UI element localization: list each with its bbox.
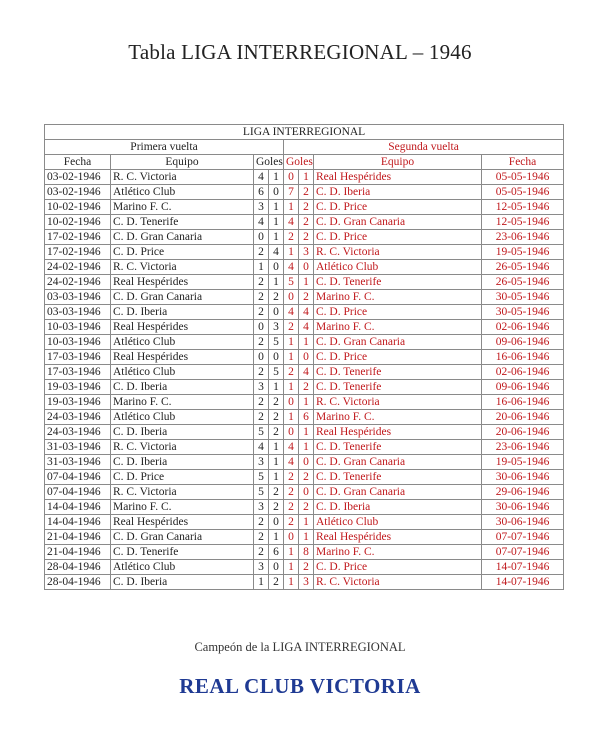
table-row (45, 410, 564, 425)
home-team-first: Real Hespérides (111, 515, 254, 530)
team-second: C. D. Price (314, 350, 482, 365)
home-team-first: Marino F. C. (111, 200, 254, 215)
goals-first-b: 2 (269, 500, 284, 515)
home-team-first: C. D. Price (111, 470, 254, 485)
goals-second-b: 2 (299, 200, 314, 215)
team-second: C. D. Tenerife (314, 365, 482, 380)
match-date-first: 21-04-1946 (45, 545, 111, 560)
team-second: Real Hespérides (314, 425, 482, 440)
date-column-header-second: Fecha (482, 155, 564, 170)
goals-second-a: 1 (284, 410, 299, 425)
goals-second-a: 4 (284, 455, 299, 470)
goals-first-b: 2 (269, 395, 284, 410)
match-date-second: 05-05-1946 (482, 170, 564, 185)
match-date-second: 12-05-1946 (482, 215, 564, 230)
match-date-first: 07-04-1946 (45, 485, 111, 500)
home-team-first: C. D. Iberia (111, 455, 254, 470)
home-team-first: R. C. Victoria (111, 260, 254, 275)
match-date-second: 12-05-1946 (482, 200, 564, 215)
goals-second-a: 1 (284, 335, 299, 350)
match-date-first: 17-02-1946 (45, 230, 111, 245)
table-row (45, 470, 564, 485)
goals-second-a: 1 (284, 200, 299, 215)
match-date-first: 14-04-1946 (45, 500, 111, 515)
home-team-first: Real Hespérides (111, 275, 254, 290)
home-team-first: C. D. Iberia (111, 425, 254, 440)
match-date-first: 24-03-1946 (45, 410, 111, 425)
team-second: Marino F. C. (314, 290, 482, 305)
goals-first-b: 5 (269, 365, 284, 380)
home-team-first: Atlético Club (111, 365, 254, 380)
goals-first-b: 1 (269, 200, 284, 215)
goals-second-b: 2 (299, 185, 314, 200)
match-date-first: 03-03-1946 (45, 305, 111, 320)
goals-first-b: 0 (269, 350, 284, 365)
match-date-first: 03-02-1946 (45, 170, 111, 185)
match-date-first: 28-04-1946 (45, 560, 111, 575)
team-second: C. D. Price (314, 305, 482, 320)
team-second: C. D. Gran Canaria (314, 215, 482, 230)
team-column-header-second: Equipo (314, 155, 482, 170)
goals-second-b: 4 (299, 305, 314, 320)
match-date-first: 19-03-1946 (45, 380, 111, 395)
match-date-first: 10-03-1946 (45, 320, 111, 335)
goals-first-a: 2 (254, 305, 269, 320)
home-team-first: C. D. Iberia (111, 305, 254, 320)
goals-second-a: 4 (284, 305, 299, 320)
goals-first-b: 0 (269, 515, 284, 530)
table-row (45, 290, 564, 305)
match-date-second: 16-06-1946 (482, 395, 564, 410)
team-second: Marino F. C. (314, 545, 482, 560)
table-row (45, 335, 564, 350)
home-team-first: C. D. Iberia (111, 380, 254, 395)
team-second: R. C. Victoria (314, 395, 482, 410)
home-team-first: Atlético Club (111, 410, 254, 425)
goals-first-b: 1 (269, 215, 284, 230)
goals-second-b: 1 (299, 425, 314, 440)
goals-second-b: 2 (299, 215, 314, 230)
goals-second-a: 0 (284, 425, 299, 440)
goals-first-a: 2 (254, 395, 269, 410)
goals-second-b: 2 (299, 470, 314, 485)
goals-second-b: 1 (299, 170, 314, 185)
goals-first-b: 5 (269, 335, 284, 350)
second-leg-header: Segunda vuelta (284, 140, 564, 155)
home-team-first: Marino F. C. (111, 395, 254, 410)
match-date-second: 14-07-1946 (482, 560, 564, 575)
goals-second-b: 2 (299, 290, 314, 305)
match-date-first: 24-03-1946 (45, 425, 111, 440)
team-second: C. D. Tenerife (314, 380, 482, 395)
team-second: Atlético Club (314, 260, 482, 275)
table-row (45, 365, 564, 380)
goals-second-a: 4 (284, 215, 299, 230)
table-row (45, 440, 564, 455)
match-date-first: 10-02-1946 (45, 200, 111, 215)
match-date-second: 09-06-1946 (482, 380, 564, 395)
goals-second-b: 2 (299, 380, 314, 395)
goals-column-header-second: Goles (284, 155, 314, 170)
goals-second-a: 4 (284, 440, 299, 455)
goals-first-b: 1 (269, 230, 284, 245)
goals-first-a: 0 (254, 350, 269, 365)
team-second: Real Hespérides (314, 530, 482, 545)
table-row (45, 185, 564, 200)
team-second: Marino F. C. (314, 410, 482, 425)
goals-first-a: 4 (254, 215, 269, 230)
match-date-first: 17-02-1946 (45, 245, 111, 260)
goals-second-b: 1 (299, 335, 314, 350)
match-date-second: 07-07-1946 (482, 545, 564, 560)
goals-first-b: 2 (269, 425, 284, 440)
table-row (45, 425, 564, 440)
goals-second-a: 2 (284, 320, 299, 335)
goals-first-b: 6 (269, 545, 284, 560)
match-date-second: 30-05-1946 (482, 305, 564, 320)
goals-second-a: 5 (284, 275, 299, 290)
home-team-first: R. C. Victoria (111, 485, 254, 500)
table-row (45, 515, 564, 530)
goals-first-a: 3 (254, 455, 269, 470)
table-row (45, 560, 564, 575)
goals-first-b: 3 (269, 320, 284, 335)
goals-second-b: 0 (299, 485, 314, 500)
home-team-first: R. C. Victoria (111, 440, 254, 455)
goals-first-a: 1 (254, 260, 269, 275)
match-date-first: 17-03-1946 (45, 350, 111, 365)
home-team-first: C. D. Iberia (111, 575, 254, 590)
league-name: LIGA INTERREGIONAL (45, 125, 564, 140)
goals-first-b: 2 (269, 290, 284, 305)
table-row (45, 380, 564, 395)
goals-second-a: 1 (284, 245, 299, 260)
match-date-first: 19-03-1946 (45, 395, 111, 410)
match-date-second: 30-06-1946 (482, 515, 564, 530)
team-second: C. D. Price (314, 200, 482, 215)
match-date-second: 07-07-1946 (482, 530, 564, 545)
table-row (45, 200, 564, 215)
goals-second-a: 0 (284, 290, 299, 305)
match-date-second: 16-06-1946 (482, 350, 564, 365)
match-date-second: 20-06-1946 (482, 410, 564, 425)
goals-first-b: 1 (269, 380, 284, 395)
goals-first-a: 5 (254, 425, 269, 440)
home-team-first: C. D. Tenerife (111, 215, 254, 230)
match-date-first: 10-02-1946 (45, 215, 111, 230)
team-second: C. D. Gran Canaria (314, 485, 482, 500)
team-second: C. D. Price (314, 560, 482, 575)
table-row (45, 530, 564, 545)
table-row (45, 230, 564, 245)
table-row (45, 575, 564, 590)
match-date-first: 03-02-1946 (45, 185, 111, 200)
match-date-second: 09-06-1946 (482, 335, 564, 350)
match-date-first: 24-02-1946 (45, 260, 111, 275)
table-row (45, 215, 564, 230)
team-second: R. C. Victoria (314, 245, 482, 260)
goals-first-b: 1 (269, 470, 284, 485)
goals-second-a: 0 (284, 170, 299, 185)
goals-first-a: 3 (254, 560, 269, 575)
goals-second-b: 1 (299, 515, 314, 530)
team-second: C. D. Iberia (314, 185, 482, 200)
table-row (45, 260, 564, 275)
match-date-first: 21-04-1946 (45, 530, 111, 545)
champion-name: REAL CLUB VICTORIA (179, 674, 421, 698)
goals-first-a: 2 (254, 515, 269, 530)
goals-first-a: 5 (254, 470, 269, 485)
match-date-second: 30-06-1946 (482, 500, 564, 515)
goals-first-a: 2 (254, 290, 269, 305)
goals-first-a: 3 (254, 380, 269, 395)
goals-second-a: 7 (284, 185, 299, 200)
home-team-first: Atlético Club (111, 185, 254, 200)
goals-first-a: 2 (254, 365, 269, 380)
home-team-first: Atlético Club (111, 335, 254, 350)
goals-first-a: 2 (254, 335, 269, 350)
match-date-second: 14-07-1946 (482, 575, 564, 590)
team-second: C. D. Price (314, 230, 482, 245)
goals-first-b: 1 (269, 170, 284, 185)
match-date-second: 02-06-1946 (482, 365, 564, 380)
goals-first-a: 4 (254, 170, 269, 185)
goals-second-a: 0 (284, 530, 299, 545)
goals-second-b: 4 (299, 365, 314, 380)
goals-second-b: 2 (299, 230, 314, 245)
match-date-first: 07-04-1946 (45, 470, 111, 485)
match-date-first: 17-03-1946 (45, 365, 111, 380)
legs-header-row (45, 140, 564, 155)
goals-second-a: 1 (284, 560, 299, 575)
team-second: C. D. Gran Canaria (314, 335, 482, 350)
goals-first-a: 2 (254, 530, 269, 545)
goals-second-a: 2 (284, 500, 299, 515)
goals-first-a: 3 (254, 500, 269, 515)
goals-second-a: 1 (284, 575, 299, 590)
match-date-second: 30-06-1946 (482, 470, 564, 485)
goals-second-a: 2 (284, 230, 299, 245)
goals-first-b: 0 (269, 260, 284, 275)
goals-first-a: 3 (254, 200, 269, 215)
goals-second-b: 1 (299, 395, 314, 410)
goals-first-b: 4 (269, 245, 284, 260)
match-date-first: 14-04-1946 (45, 515, 111, 530)
match-date-second: 29-06-1946 (482, 485, 564, 500)
match-date-second: 30-05-1946 (482, 290, 564, 305)
goals-second-a: 1 (284, 380, 299, 395)
page-title: Tabla LIGA INTERREGIONAL – 1946 (128, 40, 472, 64)
goals-second-a: 2 (284, 470, 299, 485)
goals-second-b: 0 (299, 350, 314, 365)
match-date-second: 23-06-1946 (482, 440, 564, 455)
match-date-second: 23-06-1946 (482, 230, 564, 245)
match-date-first: 31-03-1946 (45, 440, 111, 455)
goals-first-a: 2 (254, 275, 269, 290)
match-date-second: 26-05-1946 (482, 260, 564, 275)
goals-first-a: 2 (254, 545, 269, 560)
home-team-first: Atlético Club (111, 560, 254, 575)
home-team-first: C. D. Tenerife (111, 545, 254, 560)
date-column-header: Fecha (45, 155, 111, 170)
column-header-row (45, 155, 564, 170)
team-second: C. D. Tenerife (314, 275, 482, 290)
goals-second-b: 2 (299, 560, 314, 575)
home-team-first: Real Hespérides (111, 350, 254, 365)
match-date-second: 20-06-1946 (482, 425, 564, 440)
goals-first-b: 2 (269, 575, 284, 590)
goals-first-b: 1 (269, 455, 284, 470)
home-team-first: Marino F. C. (111, 500, 254, 515)
match-date-first: 24-02-1946 (45, 275, 111, 290)
team-second: Real Hespérides (314, 170, 482, 185)
team-second: C. D. Gran Canaria (314, 455, 482, 470)
first-leg-header: Primera vuelta (45, 140, 284, 155)
goals-second-b: 3 (299, 245, 314, 260)
goals-first-a: 6 (254, 185, 269, 200)
match-date-first: 28-04-1946 (45, 575, 111, 590)
goals-first-b: 0 (269, 560, 284, 575)
table-row (45, 350, 564, 365)
goals-second-b: 1 (299, 440, 314, 455)
table-row (45, 170, 564, 185)
table-row (45, 545, 564, 560)
goals-first-b: 0 (269, 305, 284, 320)
match-date-second: 26-05-1946 (482, 275, 564, 290)
goals-second-b: 6 (299, 410, 314, 425)
goals-first-a: 0 (254, 230, 269, 245)
goals-second-a: 0 (284, 395, 299, 410)
goals-second-a: 2 (284, 515, 299, 530)
team-second: Marino F. C. (314, 320, 482, 335)
goals-first-b: 1 (269, 440, 284, 455)
goals-first-b: 1 (269, 275, 284, 290)
match-date-first: 03-03-1946 (45, 290, 111, 305)
goals-first-b: 0 (269, 185, 284, 200)
table-row (45, 275, 564, 290)
goals-column-header-first: Goles (254, 155, 284, 170)
team-second: C. D. Tenerife (314, 440, 482, 455)
goals-second-a: 2 (284, 365, 299, 380)
table-row (45, 395, 564, 410)
team-second: Atlético Club (314, 515, 482, 530)
goals-second-b: 0 (299, 260, 314, 275)
table-row (45, 245, 564, 260)
table-row (45, 500, 564, 515)
match-date-second: 19-05-1946 (482, 245, 564, 260)
team-second: C. D. Tenerife (314, 470, 482, 485)
goals-second-b: 0 (299, 455, 314, 470)
goals-first-a: 2 (254, 410, 269, 425)
match-date-second: 05-05-1946 (482, 185, 564, 200)
goals-first-a: 4 (254, 440, 269, 455)
match-date-second: 02-06-1946 (482, 320, 564, 335)
goals-first-b: 2 (269, 485, 284, 500)
goals-first-a: 5 (254, 485, 269, 500)
results-body (45, 170, 564, 590)
match-date-first: 10-03-1946 (45, 335, 111, 350)
team-column-header: Equipo (111, 155, 254, 170)
goals-second-b: 4 (299, 320, 314, 335)
champion-caption: Campeón de la LIGA INTERREGIONAL (194, 640, 406, 654)
league-header-row (45, 125, 564, 140)
table-row (45, 305, 564, 320)
results-table (44, 124, 564, 590)
goals-second-b: 1 (299, 530, 314, 545)
home-team-first: Real Hespérides (111, 320, 254, 335)
home-team-first: C. D. Gran Canaria (111, 290, 254, 305)
table-row (45, 320, 564, 335)
match-date-first: 31-03-1946 (45, 455, 111, 470)
home-team-first: C. D. Gran Canaria (111, 230, 254, 245)
home-team-first: C. D. Gran Canaria (111, 530, 254, 545)
goals-second-a: 4 (284, 260, 299, 275)
goals-first-a: 2 (254, 245, 269, 260)
home-team-first: C. D. Price (111, 245, 254, 260)
goals-second-a: 1 (284, 545, 299, 560)
match-date-second: 19-05-1946 (482, 455, 564, 470)
goals-second-b: 1 (299, 275, 314, 290)
goals-first-a: 0 (254, 320, 269, 335)
home-team-first: R. C. Victoria (111, 170, 254, 185)
table-row (45, 455, 564, 470)
goals-first-b: 2 (269, 410, 284, 425)
goals-second-b: 8 (299, 545, 314, 560)
goals-first-a: 1 (254, 575, 269, 590)
goals-first-b: 1 (269, 530, 284, 545)
goals-second-b: 2 (299, 500, 314, 515)
goals-second-b: 3 (299, 575, 314, 590)
team-second: C. D. Iberia (314, 500, 482, 515)
goals-second-a: 1 (284, 350, 299, 365)
goals-second-a: 2 (284, 485, 299, 500)
table-row (45, 485, 564, 500)
team-second: R. C. Victoria (314, 575, 482, 590)
